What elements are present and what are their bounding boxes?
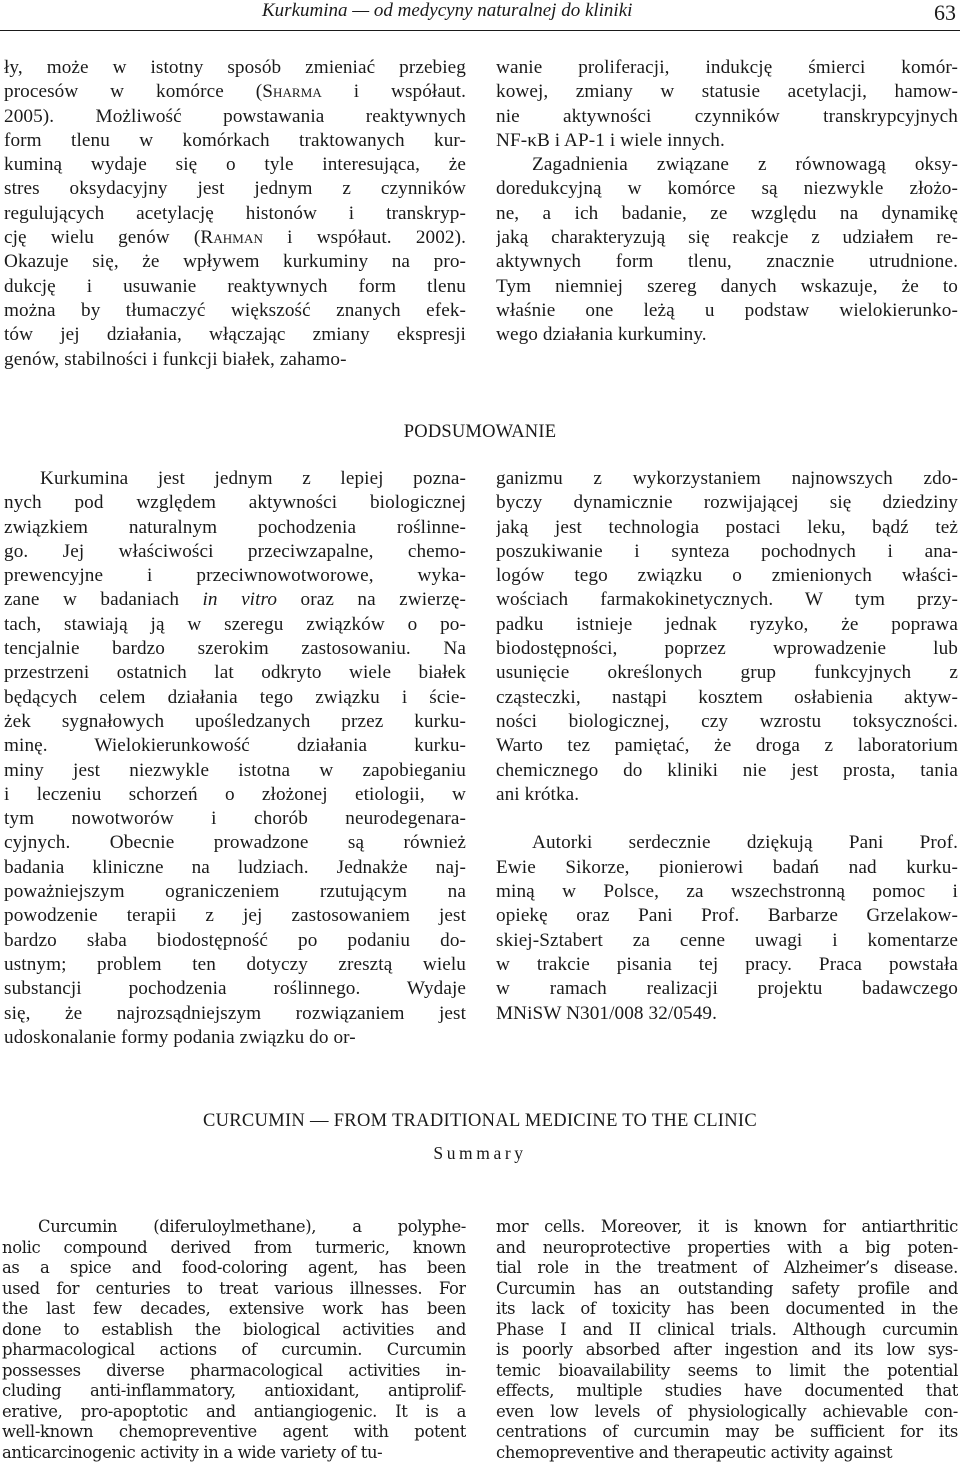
text-line: poszukiwanie i synteza pochodnych i ana- (496, 540, 958, 562)
text-line: logów tego związku o zmienionych właści- (496, 565, 958, 587)
text-column-summary-right (496, 467, 958, 1026)
text-line: chemopreventive and therapeutic activity against (496, 1442, 893, 1462)
text-line: anticarcinogenic activity in a wide variety of tu- (2, 1442, 383, 1462)
text-line: form tlenu w komórkach traktowanych kur- (4, 129, 466, 151)
text-line: effects, multiple studies have documented that (496, 1381, 958, 1400)
text-line: ne, a ich badanie, ze względu na dynamikę (496, 202, 958, 224)
text-line: temic bioavailability seems to limit the potential (496, 1360, 958, 1380)
text-line: powodzenie terapii z jej zastosowaniem jest (4, 905, 466, 927)
text-line: jaką jest technologia postaci leku, bądź też (496, 516, 958, 538)
text-line: doredukcyjną w komórce są niezwykle złożo- (496, 178, 958, 200)
text-line: jaką charakteryzują się reakcje z udziałem re- (496, 227, 958, 249)
text-line: w trakcie pisania tej pracy. Praca powstała (496, 953, 958, 975)
text-line: nie aktywności czynników transkrypcyjnych (496, 105, 958, 127)
text-line: badania kliniczne na ludziach. Jednakże naj- (4, 856, 466, 878)
text-line: dukcję i usuwanie reaktywnych form tlenu (4, 275, 466, 297)
text-line: nych pod względem aktywności biologicznej (4, 492, 466, 514)
text-column-english-right (496, 1217, 958, 1463)
text-line: Okazuje się, że wpływem kurkuminy na pro- (4, 251, 466, 273)
text-line: well-known chemopreventive agent with potent (2, 1422, 466, 1441)
text-line: Phase I and II clinical trials. Although curcumin (496, 1319, 958, 1339)
author-name: Sharma (262, 81, 322, 103)
text-line: cząsteczki, nastąpi kosztem osłabienia aktyw- (496, 686, 958, 708)
text-line: Warto tez pamiętać, że droga z laboratorium (496, 735, 958, 757)
text-line: and neuroprotective properties with a big poten- (496, 1237, 958, 1257)
text-line: tach, stawiają ją w szeregu związków o po- (4, 613, 466, 635)
text-line: pharmacological actions of curcumin. Curcumin (2, 1340, 466, 1359)
text-column-summary-left (4, 467, 466, 1050)
text-line: tów jej działania, włączając zmiany ekspresji (4, 324, 466, 346)
text-line: ły, może w istotny sposób zmieniać przebieg (4, 57, 466, 78)
text-line: NF-κB i AP-1 i wiele innych. (496, 129, 725, 151)
text-line: się, że najrozsądniejszym rozwiązaniem jest (4, 1002, 466, 1024)
text-line: Curcumin has an outstanding safety profile and (496, 1278, 958, 1298)
text-line: regulujących acetylację histonów i transkryp- (4, 202, 466, 224)
text-line: is poorly absorbed after ingestion and its low sys- (496, 1340, 958, 1359)
text-line: used for centuries to treat various illnesses. For (2, 1278, 466, 1298)
text-line: even low levels of physiologically achievable con- (496, 1401, 958, 1421)
text-line: procesów w komórce (Sharma i współaut. (4, 81, 466, 103)
text-line: opiekę oraz Pani Prof. Barbarze Grzelakow- (496, 905, 958, 927)
text-line: ani krótka. (496, 783, 580, 805)
italic-term: in vitro (202, 589, 278, 611)
page-number: 63 (934, 0, 956, 25)
text-line: Kurkumina jest jednym z lepiej pozna- (40, 468, 466, 489)
text-line: ności biologicznej, czy wzrostu toksyczności. (496, 710, 958, 732)
text-line: genów, stabilności i funkcji białek, zahamo- (4, 348, 347, 370)
english-summary-title: CURCUMIN — FROM TRADITIONAL MEDICINE TO THE CLINIC (202, 1111, 758, 1131)
text-line: miną w Polsce, za wszechstronną pomoc i (496, 881, 958, 903)
text-line: tial role in the treatment of Alzheimer’s disease. (496, 1258, 958, 1277)
text-line: its lack of toxicity has been documented in the (496, 1299, 958, 1318)
text-line: przestrzeni ostatnich lat odkryto wiele białek (4, 662, 466, 684)
text-line: byczy dynamicznie rozwijającej się dziedziny (496, 492, 958, 514)
text-line: Zagadnienia związane z równowagą oksy- (532, 154, 958, 176)
text-line: w ramach realizacji projektu badawczego (496, 978, 958, 1000)
text-line: zane w badaniach in vitro oraz na zwierzę- (4, 589, 466, 611)
text-line: biodostępności, poprzez wprowadzenie lub (496, 638, 958, 660)
text-line: będących celem działania tego związku i ście- (4, 686, 466, 708)
text-line: Tym niemniej szereg danych wskazuje, że to (496, 275, 958, 297)
text-line: 2005). Możliwość powstawania reaktywnych (4, 105, 466, 127)
text-line: the last few decades, extensive work has been (2, 1299, 466, 1318)
text-line: nolic compound derived from turmeric, known (2, 1237, 466, 1257)
text-line: MNiSW N301/008 32/0549. (496, 1002, 718, 1024)
text-line: done to establish the biological activities and (2, 1319, 466, 1339)
text-line: Curcumin (diferuloylmethane), a polyphe- (38, 1217, 466, 1236)
text-line: i leczeniu schorzeń o złożonej etiologii, w (4, 783, 466, 805)
english-summary-subtitle: Summary (433, 1143, 527, 1163)
running-title: Kurkumina — od medycyny naturalnej do kliniki (262, 0, 633, 21)
text-line: cyjnych. Obecnie prowadzone są również (4, 832, 466, 854)
text-line: wanie proliferacji, indukcję śmierci komór- (496, 57, 958, 78)
text-line: miny jest niezwykle istotna w zapobieganiu (4, 759, 466, 781)
text-line: usunięcie określonych grup funkcyjnych z (496, 662, 958, 684)
text-line: as a spice and food-coloring agent, has been (2, 1258, 466, 1277)
text-column-top-left (4, 56, 466, 372)
text-line: substancji pochodzenia roślinnego. Wydaje (4, 978, 466, 1000)
author-name: Rahman (200, 227, 263, 249)
text-line: kowej, zmiany w statusie acetylacji, hamow- (496, 81, 958, 103)
section-heading-podsumowanie: PODSUMOWANIE (403, 422, 557, 442)
text-line: erative, pro-apoptotic and antiangiogenic. It is a (2, 1401, 466, 1421)
text-line: padku istnieje jednak ryzyko, że poprawa (496, 613, 958, 635)
text-line: Ewie Sikorze, pionierowi badań nad kurku- (496, 856, 958, 878)
text-line: można by tłumaczyć większość znanych efek- (4, 299, 466, 321)
text-line: ganizmu z wykorzystaniem najnowszych zdo- (496, 468, 958, 489)
text-line: bardzo słaba biodostępność po podaniu do- (4, 929, 466, 951)
text-line: właśnie one leżą u podstaw wielokierunko- (496, 299, 958, 321)
text-line: centrations of curcumin may be sufficient for its (496, 1422, 958, 1441)
text-line: prewencyjne i przeciwnowotworowe, wyka- (4, 565, 466, 587)
text-line: udoskonalanie formy podania związku do or- (4, 1026, 356, 1048)
text-line: mor cells. Moreover, it is known for antiarthritic (496, 1217, 958, 1236)
text-line: go. Jej właściwości przeciwzapalne, chemo- (4, 540, 466, 562)
text-line: cję wielu genów (Rahman i współaut. 2002). (4, 227, 466, 249)
text-line: aktywnych form tlenu, znacznie utrudnione. (496, 251, 958, 273)
text-line: tym nowotworów i chorób neurodegenara- (4, 808, 466, 830)
text-line (496, 807, 958, 831)
running-header (0, 0, 960, 31)
text-column-english-left (2, 1217, 466, 1463)
text-line: chemicznego do kliniki nie jest prosta, tania (496, 759, 958, 781)
text-column-top-right (496, 56, 958, 348)
text-line: possesses diverse pharmacological activities in- (2, 1360, 466, 1380)
text-line: kuminą wydaje się o tyle interesująca, że (4, 154, 466, 176)
text-line: stres oksydacyjny jest jednym z czynników (4, 178, 466, 200)
text-line: wościach farmakokinetycznych. W tym przy- (496, 589, 958, 611)
text-line: tencjalnie bardzo szerokim zastosowaniu. Na (4, 638, 466, 660)
text-line: poważniejszym ograniczeniem rzutującym na (4, 881, 466, 903)
text-line: związkiem naturalnym pochodzenia roślinne- (4, 516, 466, 538)
text-line: wego działania kurkuminy. (496, 324, 707, 346)
text-line: Autorki serdecznie dziękują Pani Prof. (532, 832, 958, 854)
text-line: skiej-Sztabert za cenne uwagi i komentarze (496, 929, 958, 951)
text-line: minę. Wielokierunkowość działania kurku- (4, 735, 466, 757)
text-line: ustnym; problem ten dotyczy zresztą wielu (4, 953, 466, 975)
text-line: żek sygnałowych upośledzanych przez kurku- (4, 710, 466, 732)
text-line: cluding anti-inflammatory, antioxidant, antiprolif- (2, 1381, 466, 1400)
